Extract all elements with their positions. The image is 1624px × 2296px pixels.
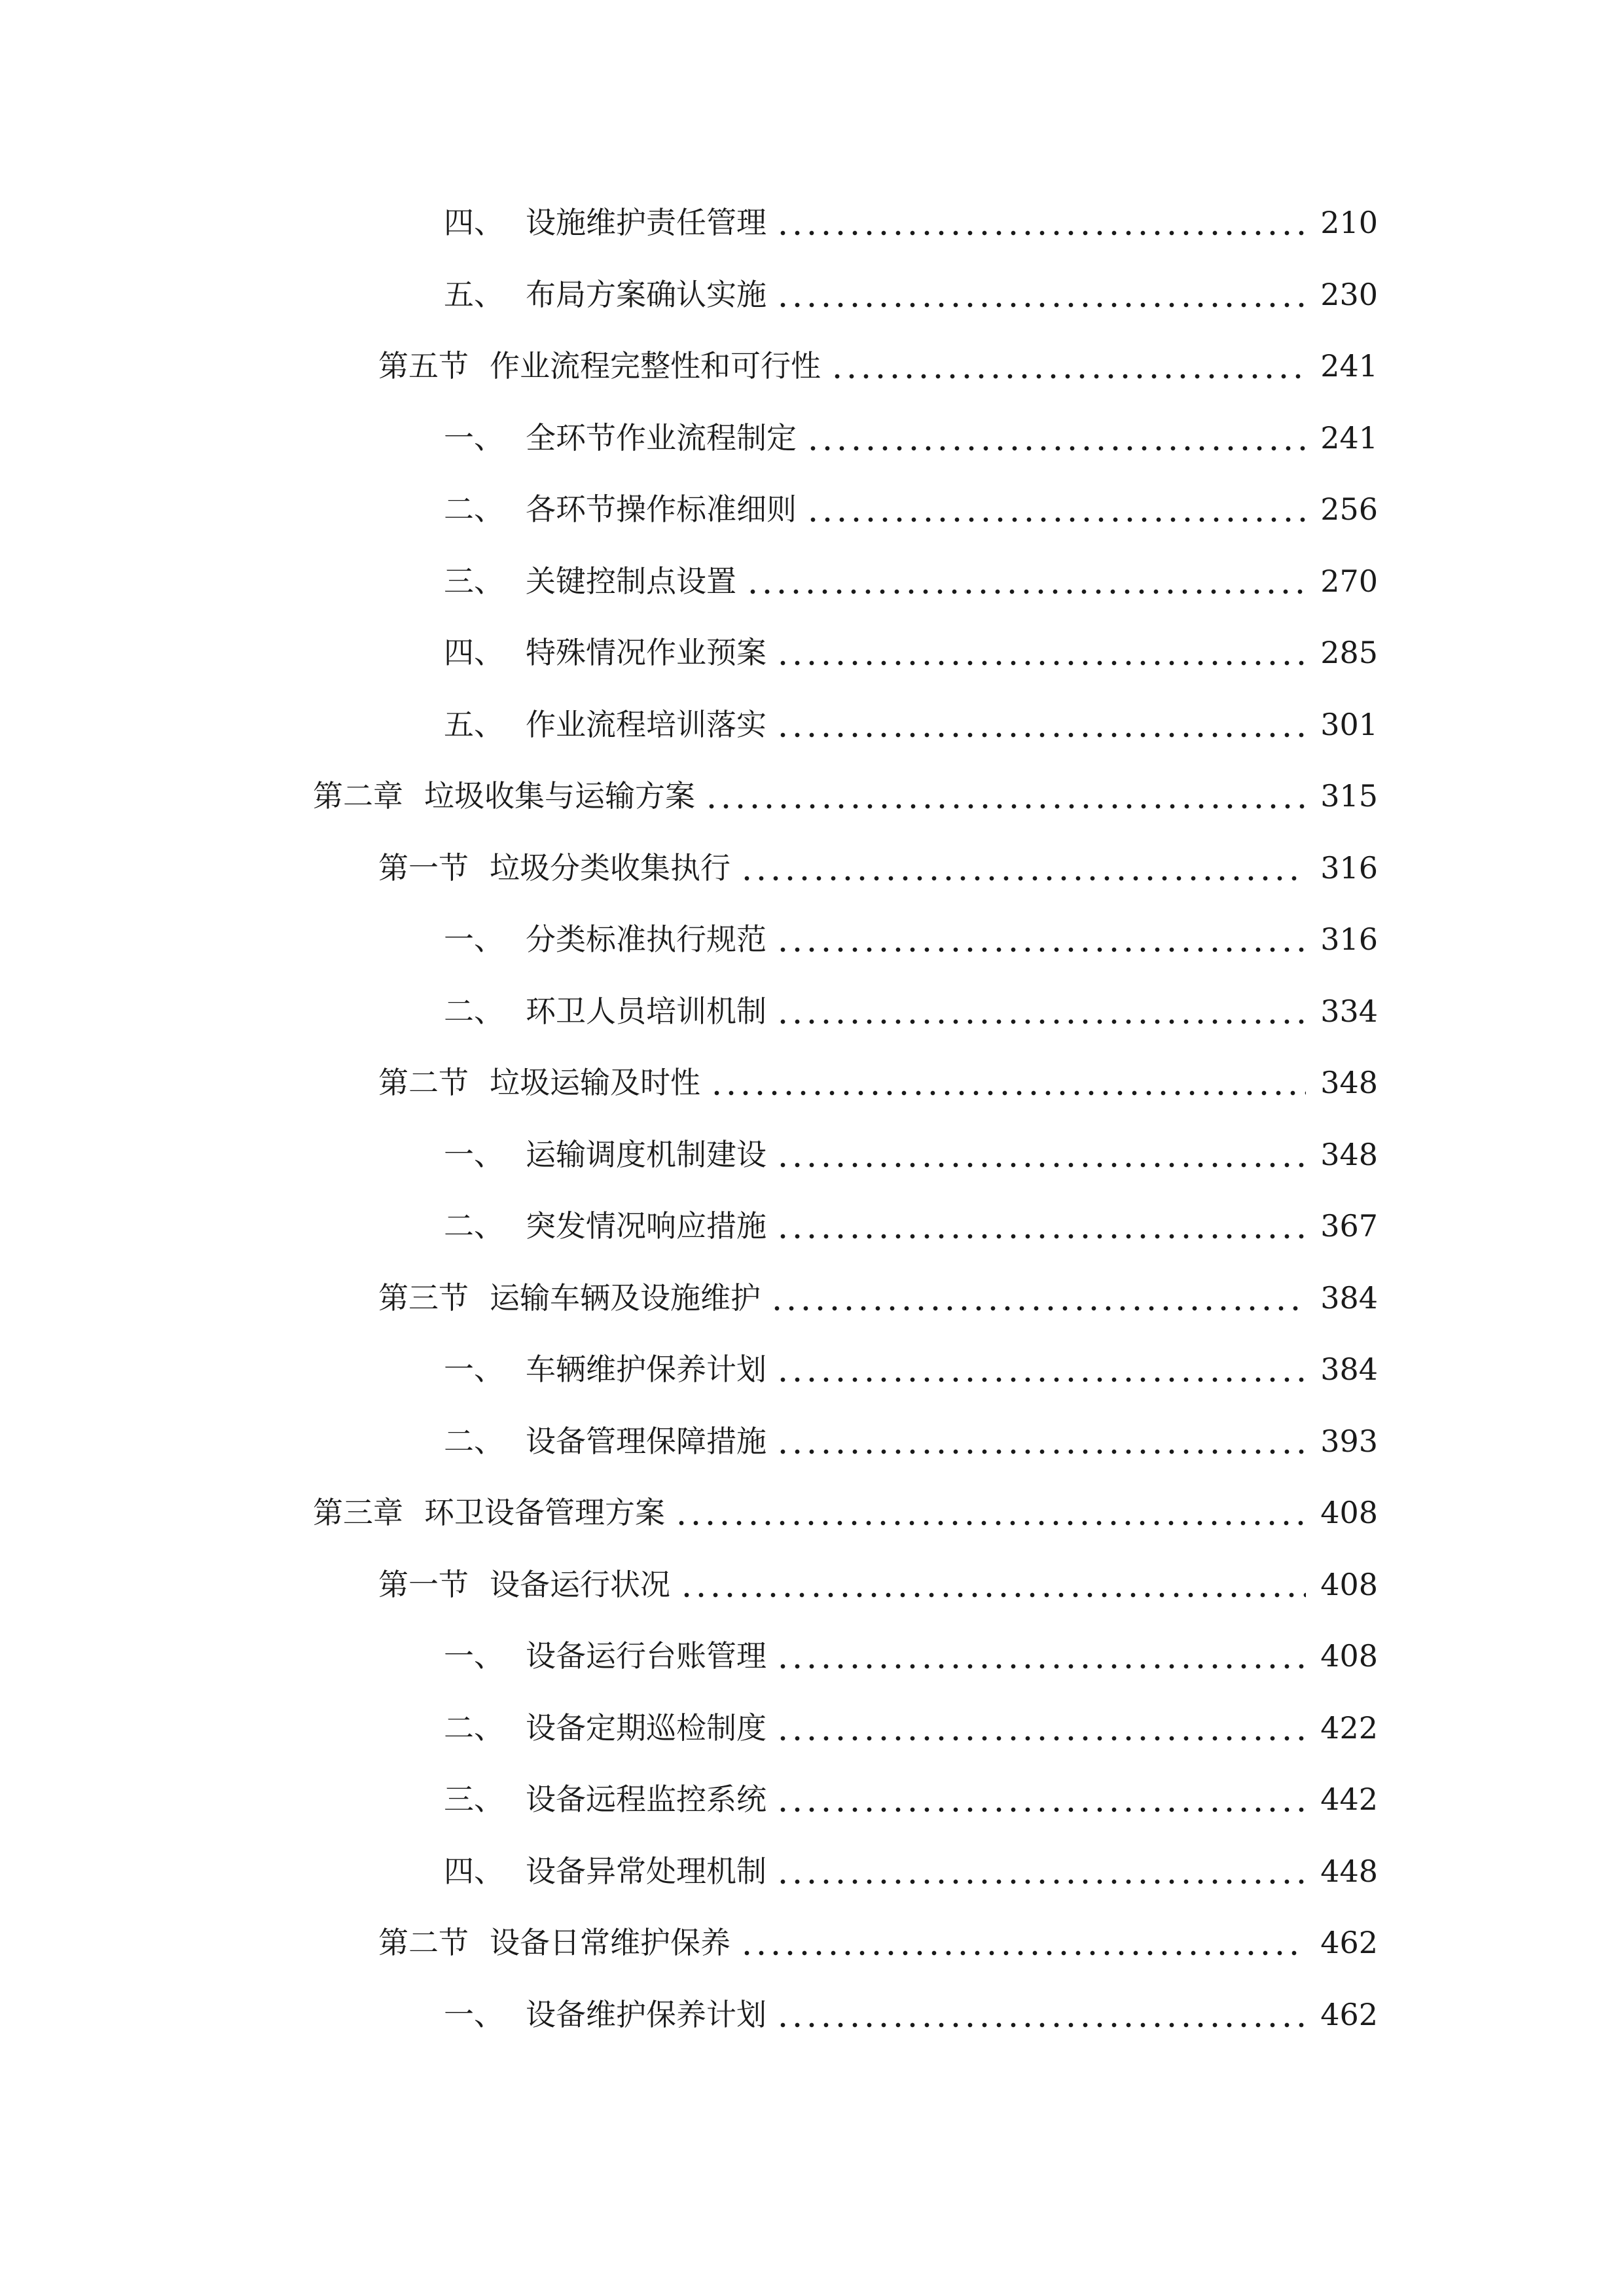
toc-entry-page-number: 230 xyxy=(1320,276,1378,312)
toc-entry-page-number: 448 xyxy=(1320,1853,1378,1889)
toc-entry-number: 五、 xyxy=(444,706,504,742)
toc-dot-leader xyxy=(806,516,1306,523)
toc-entry[interactable] xyxy=(0,1907,1378,1979)
toc-dot-leader xyxy=(740,875,1306,882)
toc-dot-leader xyxy=(776,230,1306,236)
toc-entry-page-number: 256 xyxy=(1320,492,1378,527)
toc-entry[interactable] xyxy=(0,330,1378,402)
toc-entry-title: 突发情况响应措施 xyxy=(526,1208,767,1244)
toc-dot-leader xyxy=(776,1663,1306,1670)
toc-dot-leader xyxy=(776,302,1306,308)
toc-entry-number: 一、 xyxy=(444,420,504,456)
toc-dot-leader xyxy=(704,803,1306,810)
toc-entry-number: 二、 xyxy=(444,492,504,527)
toc-dot-leader xyxy=(806,445,1306,452)
toc-entry-title: 垃圾分类收集执行 xyxy=(490,850,731,886)
toc-entry-page-number: 462 xyxy=(1320,1996,1378,2032)
toc-dot-leader xyxy=(710,1090,1306,1096)
toc-entry[interactable] xyxy=(0,1333,1378,1405)
toc-entry[interactable] xyxy=(0,975,1378,1047)
toc-entry[interactable] xyxy=(0,545,1378,617)
toc-entry[interactable] xyxy=(0,617,1378,689)
toc-entry-title: 设备维护保养计划 xyxy=(526,1996,767,2032)
toc-dot-leader xyxy=(776,2022,1306,2028)
toc-entry[interactable] xyxy=(0,1549,1378,1621)
toc-entry[interactable] xyxy=(0,1262,1378,1334)
toc-entry-title: 环卫设备管理方案 xyxy=(424,1495,665,1530)
toc-entry-page-number: 408 xyxy=(1320,1566,1378,1602)
toc-entry-page-number: 241 xyxy=(1320,348,1378,384)
toc-entry-title: 设备远程监控系统 xyxy=(526,1782,767,1817)
toc-entry[interactable] xyxy=(0,1405,1378,1477)
toc-entry[interactable] xyxy=(0,1979,1378,2051)
toc-entry-title: 运输车辆及设施维护 xyxy=(490,1280,761,1316)
toc-entry-number: 一、 xyxy=(444,1352,504,1387)
toc-dot-leader xyxy=(776,1233,1306,1240)
toc-entry-page-number: 384 xyxy=(1320,1280,1378,1316)
toc-dot-leader xyxy=(830,373,1306,380)
toc-dot-leader xyxy=(674,1520,1306,1526)
toc-entry-title: 垃圾运输及时性 xyxy=(490,1065,700,1100)
toc-entry[interactable] xyxy=(0,1190,1378,1262)
toc-entry-number: 第一节 xyxy=(378,1566,469,1602)
toc-entry[interactable] xyxy=(0,1047,1378,1119)
toc-entry-page-number: 316 xyxy=(1320,850,1378,886)
toc-dot-leader xyxy=(776,1162,1306,1168)
toc-entry-page-number: 462 xyxy=(1320,1925,1378,1960)
toc-entry-page-number: 315 xyxy=(1320,778,1378,814)
toc-entry[interactable] xyxy=(0,903,1378,975)
toc-dot-leader xyxy=(776,1735,1306,1742)
toc-entry[interactable] xyxy=(0,1692,1378,1764)
toc-entry-page-number: 316 xyxy=(1320,922,1378,957)
toc-entry[interactable] xyxy=(0,832,1378,904)
toc-entry[interactable] xyxy=(0,402,1378,474)
toc-entry-title: 作业流程完整性和可行性 xyxy=(490,348,821,384)
toc-entry-page-number: 270 xyxy=(1320,563,1378,599)
toc-dot-leader xyxy=(776,1878,1306,1885)
toc-entry-page-number: 210 xyxy=(1320,205,1378,240)
toc-entry-number: 五、 xyxy=(444,276,504,312)
toc-entry-number: 第一节 xyxy=(378,850,469,886)
toc-dot-leader xyxy=(740,1950,1306,1956)
toc-entry-title: 设备运行台账管理 xyxy=(526,1638,767,1674)
toc-entry-page-number: 334 xyxy=(1320,993,1378,1029)
toc-dot-leader xyxy=(679,1592,1306,1598)
toc-entry[interactable] xyxy=(0,689,1378,761)
toc-entry[interactable] xyxy=(0,1763,1378,1835)
toc-dot-leader xyxy=(776,732,1306,738)
toc-entry-number: 二、 xyxy=(444,993,504,1029)
toc-entry-page-number: 408 xyxy=(1320,1638,1378,1674)
toc-entry-number: 一、 xyxy=(444,1136,504,1172)
toc-entry-number: 一、 xyxy=(444,922,504,957)
toc-entry-page-number: 384 xyxy=(1320,1352,1378,1387)
toc-entry-number: 第三节 xyxy=(378,1280,469,1316)
toc-entry-page-number: 241 xyxy=(1320,420,1378,456)
toc-entry-page-number: 285 xyxy=(1320,635,1378,670)
toc-entry-number: 一、 xyxy=(444,1638,504,1674)
toc-entry-title: 运输调度机制建设 xyxy=(526,1136,767,1172)
toc-entry-title: 各环节操作标准细则 xyxy=(526,492,797,527)
toc-entry[interactable] xyxy=(0,760,1378,832)
toc-entry-number: 四、 xyxy=(444,1853,504,1889)
toc-entry-number: 三、 xyxy=(444,1782,504,1817)
toc-entry[interactable] xyxy=(0,187,1378,259)
toc-entry[interactable] xyxy=(0,1119,1378,1191)
toc-dot-leader xyxy=(776,1448,1306,1455)
toc-dot-leader xyxy=(776,1376,1306,1383)
toc-entry-title: 设备管理保障措施 xyxy=(526,1423,767,1459)
toc-dot-leader xyxy=(770,1305,1306,1312)
toc-entry-title: 特殊情况作业预案 xyxy=(526,635,767,670)
toc-entry-number: 第三章 xyxy=(313,1495,403,1530)
toc-entry-title: 设备异常处理机制 xyxy=(526,1853,767,1889)
toc-entry-title: 垃圾收集与运输方案 xyxy=(424,778,695,814)
toc-entry-title: 设备定期巡检制度 xyxy=(526,1710,767,1746)
toc-entry-number: 二、 xyxy=(444,1208,504,1244)
toc-entry[interactable] xyxy=(0,473,1378,545)
toc-dot-leader xyxy=(776,1806,1306,1813)
toc-entry-page-number: 348 xyxy=(1320,1136,1378,1172)
toc-entry[interactable] xyxy=(0,1477,1378,1549)
toc-entry[interactable] xyxy=(0,1620,1378,1692)
toc-entry[interactable] xyxy=(0,259,1378,331)
toc-entry-number: 四、 xyxy=(444,205,504,240)
toc-dot-leader xyxy=(776,660,1306,666)
toc-entry[interactable] xyxy=(0,1835,1378,1907)
toc-dot-leader xyxy=(776,946,1306,953)
toc-entry-title: 车辆维护保养计划 xyxy=(526,1352,767,1387)
toc-entry-page-number: 393 xyxy=(1320,1423,1378,1459)
toc-entry-page-number: 367 xyxy=(1320,1208,1378,1244)
toc-dot-leader xyxy=(746,588,1306,595)
toc-entry-title: 关键控制点设置 xyxy=(526,563,736,599)
toc-entry-title: 布局方案确认实施 xyxy=(526,276,767,312)
toc-entry-title: 全环节作业流程制定 xyxy=(526,420,797,456)
toc-entry-number: 二、 xyxy=(444,1710,504,1746)
toc-entry-title: 作业流程培训落实 xyxy=(526,706,767,742)
toc-entry-title: 分类标准执行规范 xyxy=(526,922,767,957)
toc-entry-number: 三、 xyxy=(444,563,504,599)
toc-entry-number: 第二节 xyxy=(378,1065,469,1100)
toc-entry-number: 第五节 xyxy=(378,348,469,384)
toc-entry-page-number: 348 xyxy=(1320,1065,1378,1100)
toc-entry-title: 设备日常维护保养 xyxy=(490,1925,731,1960)
toc-entry-page-number: 408 xyxy=(1320,1495,1378,1530)
toc-entry-number: 四、 xyxy=(444,635,504,670)
toc-entry-page-number: 422 xyxy=(1320,1710,1378,1746)
toc-dot-leader xyxy=(776,1018,1306,1025)
toc-entry-title: 设备运行状况 xyxy=(490,1566,670,1602)
toc-entry-number: 二、 xyxy=(444,1423,504,1459)
toc-entry-number: 第二章 xyxy=(313,778,403,814)
toc-entry-number: 第二节 xyxy=(378,1925,469,1960)
toc-entry-number: 一、 xyxy=(444,1996,504,2032)
toc-entry-title: 设施维护责任管理 xyxy=(526,205,767,240)
toc-entry-page-number: 301 xyxy=(1320,706,1378,742)
toc-entry-title: 环卫人员培训机制 xyxy=(526,993,767,1029)
toc-entry-page-number: 442 xyxy=(1320,1782,1378,1817)
